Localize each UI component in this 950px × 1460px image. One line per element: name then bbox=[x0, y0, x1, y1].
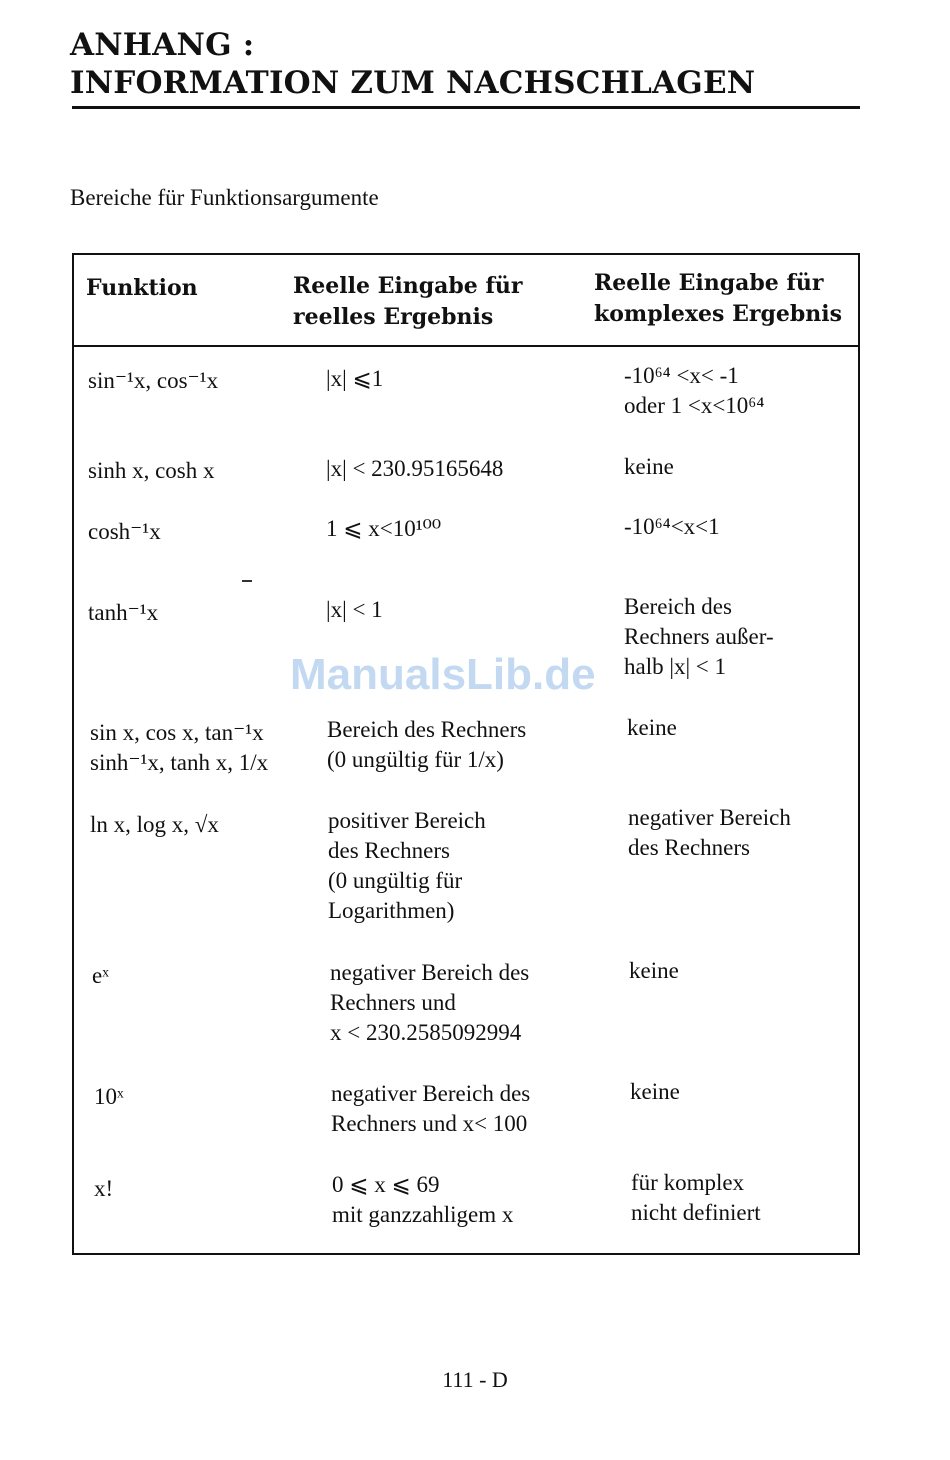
row-1-real: |x| ⩽1 bbox=[326, 366, 384, 391]
row-5-real: Bereich des Rechners (0 ungültig für 1/x) bbox=[327, 717, 527, 772]
row-6-real: positiver Bereich des Rechners (0 ungültig für Logarithmen) bbox=[328, 808, 486, 923]
title-underline bbox=[72, 106, 860, 109]
row-5-function: sin x, cos x, tan⁻¹x sinh⁻¹x, tanh x, 1/x bbox=[90, 720, 269, 775]
row-7-function: eˣ bbox=[92, 963, 109, 988]
row-7-complex: keine bbox=[629, 958, 679, 983]
row-3-function: cosh⁻¹x bbox=[88, 519, 161, 544]
row-8-function: 10ˣ bbox=[94, 1084, 124, 1109]
row-4-real: |x| < 1 bbox=[326, 597, 383, 622]
section-subtitle: Bereiche für Funktionsargumente bbox=[70, 185, 379, 210]
row-8-real: negativer Bereich des Rechners und x< 100 bbox=[331, 1081, 531, 1136]
row-9-complex: für komplex nicht definiert bbox=[631, 1170, 761, 1225]
row-8-complex: keine bbox=[630, 1079, 680, 1104]
row-6-function: ln x, log x, √x bbox=[90, 812, 219, 837]
header-function: Funktion bbox=[86, 275, 198, 301]
row-5-complex: keine bbox=[627, 715, 677, 740]
title-line-2: INFORMATION ZUM NACHSCHLAGEN bbox=[70, 65, 756, 101]
row-4-complex: Bereich des Rechners außer- halb |x| < 1 bbox=[624, 594, 774, 679]
row-2-function: sinh x, cosh x bbox=[88, 458, 215, 483]
row-9-function: x! bbox=[94, 1176, 114, 1201]
header-real-input-complex-result: Reelle Eingabe für komplexes Ergebnis bbox=[594, 270, 842, 327]
row-2-real: |x| < 230.95165648 bbox=[326, 456, 504, 481]
watermark-text: ManualsLib.de bbox=[290, 650, 596, 699]
row-1-function: sin⁻¹x, cos⁻¹x bbox=[88, 368, 219, 393]
row-9-real: 0 ⩽ x ⩽ 69 mit ganzzahligem x bbox=[332, 1172, 514, 1227]
page-title bbox=[70, 26, 860, 102]
row-1-complex: -10⁶⁴ <x< -1 oder 1 <x<10⁶⁴ bbox=[624, 363, 765, 418]
table-header-divider bbox=[72, 345, 860, 347]
row-7-real: negativer Bereich des Rechners und x < 230.2585092994 bbox=[330, 960, 530, 1045]
header-real-input-real-result: Reelle Eingabe für reelles Ergebnis bbox=[293, 273, 523, 330]
row-2-complex: keine bbox=[624, 454, 674, 479]
row-4-function: tanh⁻¹x bbox=[88, 600, 159, 625]
title-line-1: ANHANG : bbox=[70, 27, 255, 63]
row-3-real: 1 ⩽ x<10¹⁰⁰ bbox=[326, 516, 442, 541]
row-3-complex: -10⁶⁴<x<1 bbox=[624, 514, 720, 539]
page-number: 111 - D bbox=[442, 1367, 508, 1392]
row-6-complex: negativer Bereich des Rechners bbox=[628, 805, 791, 860]
scan-mark bbox=[242, 580, 252, 582]
